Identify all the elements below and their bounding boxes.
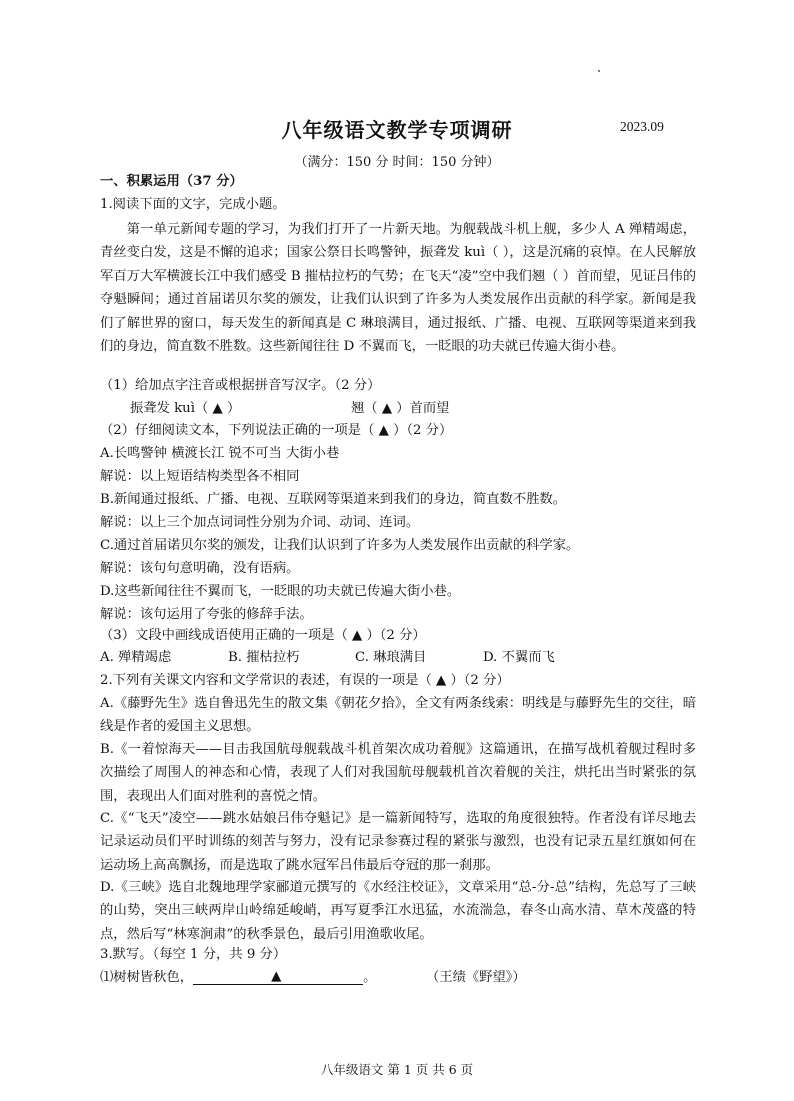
exam-date: 2023.09: [620, 119, 664, 134]
section-heading: 一、积累运用（37 分）: [100, 174, 243, 189]
q3-line1-source: （王绩《野望》）: [426, 970, 526, 985]
q1-option-b: B.新闻通过报纸、广播、电视、互联网等渠道来到我们的身边，简直数不胜数。: [100, 492, 567, 507]
q1-sub3-option-d: D. 不翼而飞: [483, 650, 555, 665]
q1-option-a-note: 解说：以上短语结构类型各不相同: [100, 469, 300, 484]
q3-line1-end: 。: [363, 970, 377, 985]
q2-option-b: B.《一着惊海天——目击我国航母舰载战斗机首架次成功着舰》这篇通讯，在描写战机着舰过程时多次描绘了周围人的神态和心情，表现了人们对我国航母舰载机首次着舰的关注，烘托出当时紧张的氛围，表现出人们面对胜利的喜悦之情。: [100, 742, 696, 804]
q1-option-c: C.通过首届诺贝尔奖的颁发，让我们认识到了许多为人类发展作出贡献的科学家。: [100, 538, 580, 553]
answer-marker: ▲: [271, 969, 282, 984]
q3-prompt: 3.默写。（每空 1 分，共 9 分）: [100, 947, 287, 962]
q1-sub1: （1）给加点字注音或根据拼音写汉字。（2 分）: [100, 378, 381, 393]
exam-subtitle: （满分：150 分 时间：150 分钟）: [294, 155, 500, 170]
q2-prompt: 2.下列有关课文内容和文学常识的表述，有误的一项是（ ▲ ）（2 分）: [100, 673, 510, 688]
q2-option-c: C.《“飞天”凌空——跳水姑娘吕伟夺魁记》是一篇新闻特写，选取的角度很独特。作者没有详尽地去记录运动员们平时训练的刻苦与努力，没有记录参赛过程的紧张与激烈，也没有记录五星红旗如何在运动场上高高飘扬，而是选取了跳水冠军吕伟最后夺冠的那一刹那。: [100, 811, 696, 873]
q1-sub1-a: 振聋发 kuì（ ▲ ）: [130, 401, 241, 416]
q2-option-a: A.《藤野先生》选自鲁迅先生的散文集《朝花夕拾》，全文有两条线索：明线是与藤野先生的交往，暗线是作者的爱国主义思想。: [100, 696, 696, 735]
q1-passage: 第一单元新闻专题的学习，为我们打开了一片新天地。为舰载战斗机上舰，多少人 A 殚精竭虑，青丝变白发，这是不懈的追求；国家公祭日长鸣警钟，振聋发 kuì（ ），这是沉痛的哀悼。在人民解放军百万大军横渡长江中我们感受 B 摧枯拉朽的气势；在飞天“凌”空中我们翘（ ）首而望，见证吕伟的夺魁瞬间；通过首届诺贝尔奖的颁发，让我们认识到了许多为人类发展作出贡献的科学家。新闻是我们了解世界的窗口，每天发生的新闻真是 C 琳琅满目，通过报纸、广播、电视、互联网等渠道来到我们的身边，简直数不胜数。这些新闻往往 D 不翼而飞，一眨眼的功夫就已传遍大街小巷。: [100, 222, 696, 355]
q3-line1: [100, 967, 376, 989]
q2-option-d: D.《三峡》选自北魏地理学家郦道元撰写的《水经注校证》，文章采用“总-分-总”结构，先总写了三峡的山势，突出三峡两岸山岭绵延峻峭，再写夏季江水迅猛，水流湍急，春冬山高水清、草木茂盛的特点，然后写“林寒涧肃”的秋季景色，最后引用渔歌收尾。: [100, 880, 696, 942]
answer-blank[interactable]: [193, 970, 363, 985]
q1-sub3-option-c: C. 琳琅满目: [355, 650, 427, 665]
q1-sub3: （3）文段中画线成语使用正确的一项是（ ▲ ）（2 分）: [100, 628, 426, 643]
q1-prompt: 1.阅读下面的文字，完成小题。: [100, 197, 286, 212]
page-footer: 八年级语文 第 1 页 共 6 页: [320, 1062, 474, 1077]
q1-sub3-option-b: B. 摧枯拉朽: [228, 650, 300, 665]
q1-option-a: A.长鸣警钟 横渡长江 锐不可当 大街小巷: [100, 446, 340, 461]
q1-sub1-b: 翘（ ▲ ）首而望: [351, 401, 450, 416]
q1-option-d: D.这些新闻往往不翼而飞，一眨眼的功夫就已传遍大街小巷。: [100, 584, 461, 599]
q3-line1-start: ⑴树树皆秋色，: [100, 970, 194, 985]
q1-sub2: （2）仔细阅读文本，下列说法正确的一项是（ ▲ ）（2 分）: [100, 423, 453, 438]
scan-speck: [598, 70, 600, 72]
q1-option-b-note: 解说：以上三个加点词词性分别为介词、动词、连词。: [100, 515, 420, 530]
q1-option-c-note: 解说：该句句意明确，没有语病。: [100, 561, 300, 576]
exam-title: 八年级语文教学专项调研: [281, 118, 513, 142]
q1-option-d-note: 解说：该句运用了夸张的修辞手法。: [100, 607, 313, 622]
q1-sub3-option-a: A. 殚精竭虑: [100, 650, 172, 665]
